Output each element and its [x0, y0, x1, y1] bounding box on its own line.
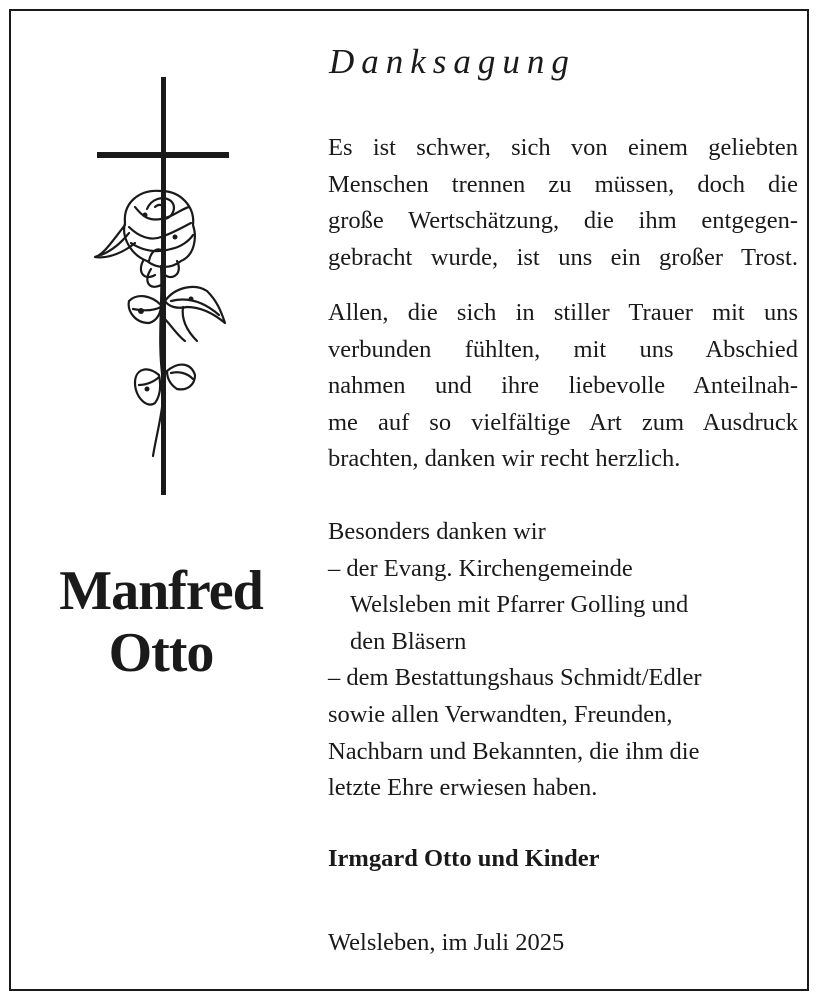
paragraph-line: verbunden fühlten, mit uns Abschied	[328, 335, 798, 363]
paragraph-line: Es ist schwer, sich von einem geliebten	[328, 134, 798, 161]
paragraph-line: sowie allen Verwandten, Freunden,	[328, 700, 673, 728]
paragraph-line: nahmen und ihre liebevolle Anteilnah-	[328, 372, 798, 400]
paragraph-2	[328, 295, 798, 478]
place-date: Welsleben, im Juli 2025	[328, 929, 565, 956]
list-item: – dem Bestattungshaus Schmidt/Edler	[328, 664, 702, 692]
deceased-first-name: Manfred	[59, 560, 263, 622]
paragraph-line: gebracht wurde, ist uns ein großer Trost.	[328, 243, 798, 271]
obituary-card	[9, 9, 809, 991]
paragraph-line: letzte Ehre erwiesen haben.	[328, 774, 598, 802]
deceased-last-name: Otto	[108, 622, 214, 684]
paragraph-line: me auf so vielfältige Art zum Ausdruck	[328, 408, 798, 436]
paragraph-line: Allen, die sich in stiller Trauer mit uns	[328, 299, 798, 326]
rose-icon	[95, 191, 225, 456]
cross-icon	[97, 77, 229, 495]
paragraph-3	[328, 514, 798, 807]
paragraph-line: Menschen trennen zu müssen, doch die	[328, 170, 798, 198]
heading: Danksagung	[329, 42, 576, 81]
left-column	[11, 11, 323, 989]
list-item: – der Evang. Kirchengemeinde	[328, 554, 633, 582]
paragraph-line: Besonders danken wir	[328, 518, 546, 545]
paragraph-line: große Wertschätzung, die ihm entgegen-	[328, 207, 798, 235]
list-item-continuation: Welsleben mit Pfarrer Golling und	[350, 591, 689, 619]
list-item-continuation: den Bläsern	[350, 627, 467, 655]
paragraph-line: brachten, danken wir recht herzlich.	[328, 445, 681, 473]
paragraph-line: Nachbarn und Bekannten, die ihm die	[328, 737, 700, 765]
paragraph-1	[328, 130, 798, 276]
cross-with-rose-illustration	[11, 11, 323, 511]
signature: Irmgard Otto und Kinder	[328, 845, 600, 872]
